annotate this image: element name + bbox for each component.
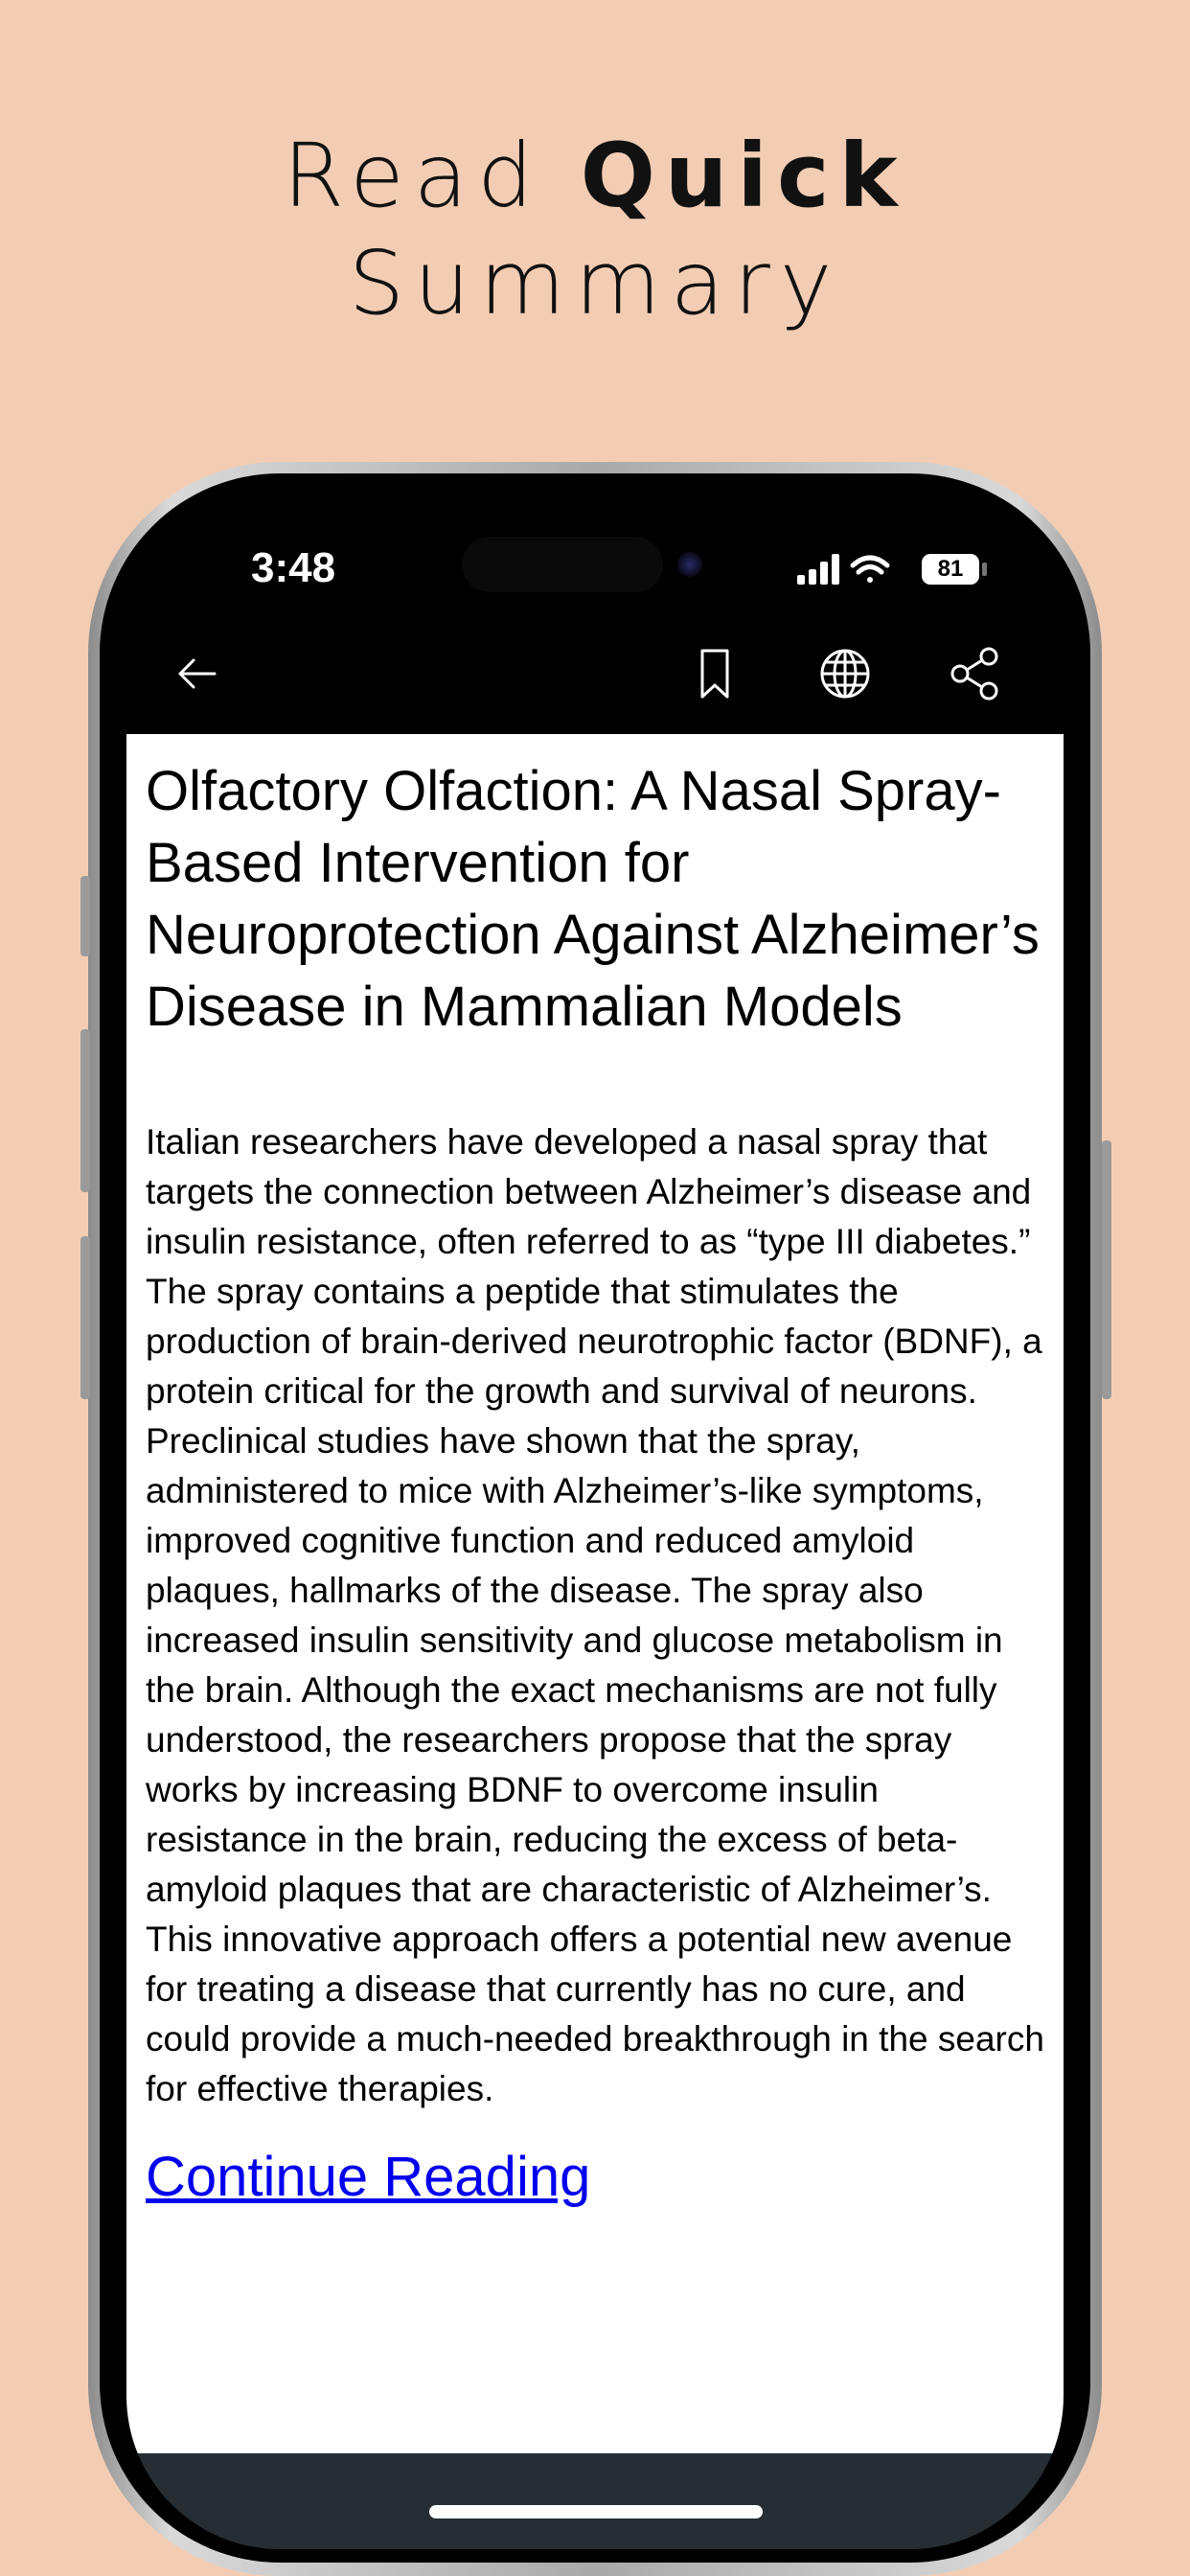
bookmark-icon[interactable] [686, 645, 744, 702]
phone-screen [126, 498, 1064, 2549]
phone-side-button [80, 1029, 90, 1192]
wifi-icon [853, 558, 887, 583]
status-time: 3:48 [251, 544, 336, 591]
phone-side-button [80, 1236, 90, 1399]
promo-word-quick: Quick [580, 125, 907, 227]
camera-icon [677, 552, 702, 577]
globe-icon[interactable] [816, 645, 874, 702]
battery-indicator: 81 [922, 554, 979, 585]
phone-side-button [80, 876, 90, 956]
home-indicator[interactable] [429, 2505, 763, 2518]
share-icon[interactable] [947, 645, 1004, 702]
promo-headline [0, 123, 1190, 337]
dynamic-island [462, 537, 663, 592]
arrow-left-icon[interactable] [169, 645, 226, 702]
article-container [146, 734, 1046, 2209]
article-content[interactable] [126, 734, 1064, 2453]
battery-tip [982, 563, 987, 576]
phone-side-button [1102, 1140, 1111, 1399]
bottom-bar [126, 2453, 1064, 2549]
promo-word-read: Read [283, 125, 543, 227]
continue-reading-link[interactable]: Continue Reading [146, 2146, 591, 2208]
promo-headline-line1 [0, 123, 1190, 230]
cellular-signal-icon [797, 554, 839, 585]
article-title: Olfactory Olfaction: A Nasal Spray-Based Intervention for Neuroprotection Against Alzheimer’s Disease in Mammalian Models [146, 760, 1040, 1038]
promo-word-summary: Summary [348, 232, 842, 334]
status-icons [797, 550, 912, 588]
article-body: Italian researchers have developed a nasal spray that targets the connection between Alzheimer’s disease and insulin resistance, often referred to as “type III diabetes.” The spray contains a peptide that stimulates the production of brain-derived neurotrophic factor (BDNF), a protein critical for the growth and survival of neurons. Preclinical studies have shown that the spray, administered to mice with Alzheimer’s-like symptoms, improved cognitive function and reduced amyloid plaques, hallmarks of the disease. The spray also increased insulin sensitivity and glucose metabolism in the brain. Although the exact mechanisms are not fully understood, the researchers propose that the spray works by increasing BDNF to overcome insulin resistance in the brain, reducing the excess of beta-amyloid plaques that are characteristic of Alzheimer’s. This innovative approach offers a potential new avenue for treating a disease that currently has no cure, and could provide a much-needed breakthrough in the search for effective therapies. [146, 1122, 1044, 2108]
